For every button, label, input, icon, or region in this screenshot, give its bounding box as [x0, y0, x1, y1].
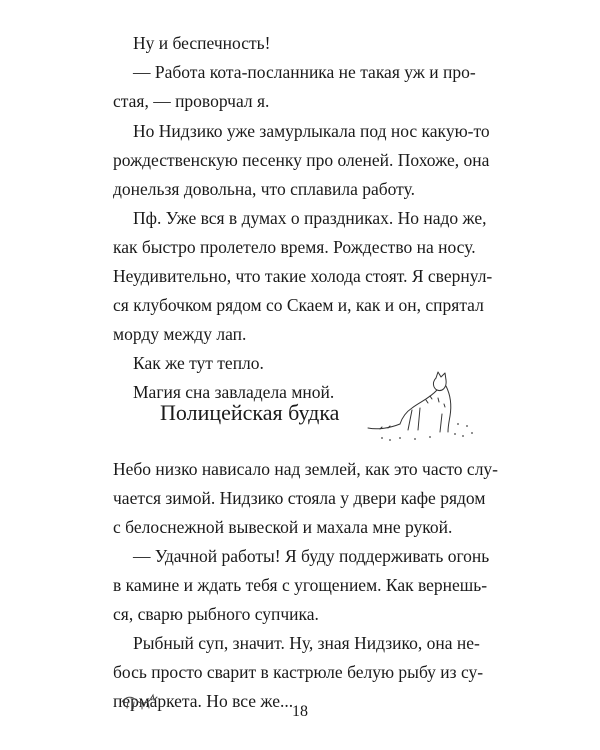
text-line: Ну и беспечность! — [133, 33, 271, 53]
text-line: как быстро пролетело время. Рождество на носу. — [113, 237, 476, 257]
cat-illustration — [360, 368, 480, 448]
text-line: ся, сварю рыбного супчика. — [113, 604, 319, 624]
text-line: — Удачной работы! Я буду поддерживать огонь — [133, 546, 490, 566]
chapter-heading: Полицейская будка — [160, 400, 340, 425]
text-line: в камине и ждать тебя с угощением. Как вернешь- — [113, 575, 488, 595]
text-line: — Работа кота-посланника не такая уж и про- — [133, 62, 476, 82]
text-line: морду между лап. — [113, 324, 247, 344]
text-line: ся клубочком рядом со Скаем и, как и он, спрятал — [113, 295, 484, 315]
page-number: 18 — [292, 703, 308, 720]
text-line: Небо низко нависало над землей, как это часто слу- — [113, 459, 499, 479]
text-line: донельзя довольна, что сплавила работу. — [113, 179, 415, 199]
text-line: Магия сна завладела мной. — [133, 382, 335, 402]
text-line: Но Нидзико уже замурлыкала под нос какую-то — [133, 121, 490, 141]
text-line: Рыбный суп, значит. Ну, зная Нидзико, она не- — [133, 633, 480, 653]
text-line: рождественскую песенку про оленей. Похоже, она — [113, 150, 490, 170]
text-line: Неудивительно, что такие холода стоят. Я свернул- — [113, 266, 493, 286]
text-line: Как же тут тепло. — [133, 353, 264, 373]
text-line: чается зимой. Нидзико стояла у двери кафе рядом — [113, 488, 486, 508]
text-line: с белоснежной вывеской и махала мне рукой. — [113, 517, 453, 537]
text-line: пермаркета. Но все же... — [113, 691, 294, 711]
text-line: стая, — проворчал я. — [113, 91, 270, 111]
text-line: Пф. Уже вся в думах о праздниках. Но надо же, — [133, 208, 487, 228]
text-line: бось просто сварит в кастрюле белую рыбу из су- — [113, 662, 484, 682]
